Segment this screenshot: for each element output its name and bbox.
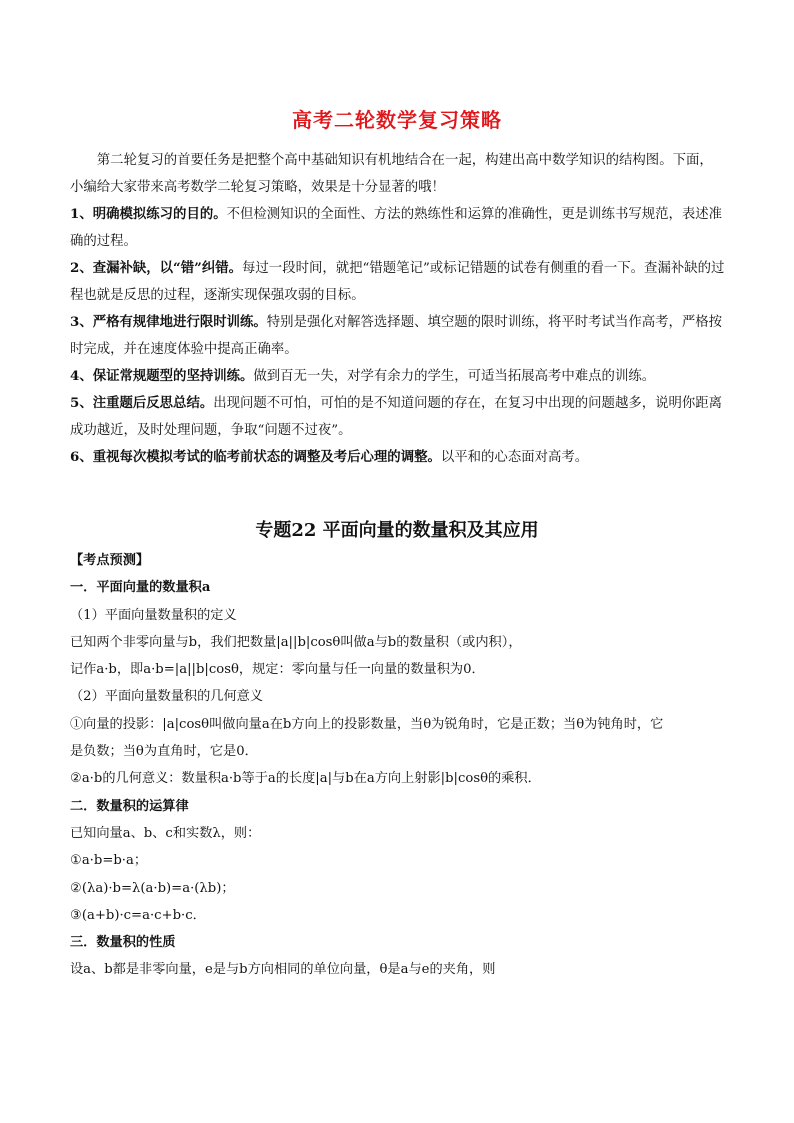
- strategy-head: 5、注重题后反思总结。: [70, 395, 214, 411]
- page-title: 高考二轮数学复习策略: [292, 108, 502, 132]
- content-line: 已知两个非零向量与b，我们把数量|a||b|cosθ叫做a与b的数量积（或内积），: [70, 634, 522, 650]
- strategy-item-3: [70, 309, 725, 363]
- section-title: 专题22 平面向量的数量积及其应用: [255, 520, 539, 541]
- formula-line: ②(λa)·b=λ(a·b)=a·(λb)；: [70, 880, 235, 896]
- strategy-head: 3、严格有规律地进行限时训练。: [70, 314, 267, 330]
- heading-1: 一．平面向量的数量积a: [70, 580, 211, 596]
- strategy-text: 每过一段时间，就把“错题笔记”或标记错题的试卷有侧重的看一下。查漏补缺的过程也就是反思的过程，逐渐实现保强攻弱的目标。: [70, 261, 725, 303]
- section-content: [70, 547, 725, 984]
- content-line: 记作a·b，即a·b=|a||b|cosθ，规定：零向量与任一向量的数量积为0．: [70, 662, 485, 678]
- strategy-text: 特别是强化对解答选择题、填空题的限时训练，将平时考试当作高考，严格按时完成，并在速度体验中提高正确率。: [70, 315, 723, 357]
- formula-line: ③(a+b)·c=a·c+b·c．: [70, 907, 206, 923]
- strategy-item-4: [70, 363, 725, 390]
- strategy-head: 2、查漏补缺，以“错”纠错。: [70, 260, 243, 276]
- strategy-text: 做到百无一失，对学有余力的学生，可适当拓展高考中难点的训练。: [253, 369, 656, 384]
- content-line: 是负数；当θ为直角时，它是0．: [70, 744, 258, 760]
- content-line: 设a、b都是非零向量，e是与b方向相同的单位向量，θ是a与e的夹角，则: [70, 962, 496, 978]
- content-line: ①向量的投影：|a|cosθ叫做向量a在b方向上的投影数量，当θ为锐角时，它是正数；当θ为钝角时，它: [70, 716, 664, 732]
- strategy-list: [70, 201, 725, 471]
- strategy-text: 不但检测知识的全面性、方法的熟练性和运算的准确性，更是训练书写规范，表述准确的过程。: [70, 207, 723, 249]
- formula-line: ①a·b=b·a；: [70, 853, 148, 869]
- strategy-head: 4、保证常规题型的坚持训练。: [70, 368, 254, 384]
- subheading-2: （2）平面向量数量积的几何意义: [70, 689, 264, 705]
- strategy-head: 1、明确模拟练习的目的。: [70, 206, 227, 222]
- strategy-text: 出现问题不可怕，可怕的是不知道问题的存在，在复习中出现的问题越多，说明你距离成功越近，及时处理问题，争取“问题不过夜”。: [70, 396, 723, 438]
- topic-label: 【考点预测】: [70, 553, 150, 568]
- strategy-item-1: [70, 201, 725, 255]
- heading-2: 二．数量积的运算律: [70, 798, 189, 814]
- strategy-item-2: [70, 255, 725, 309]
- strategy-item-6: [70, 444, 725, 471]
- strategy-head: 6、重视每次模拟考试的临考前状态的调整及考后心理的调整。: [70, 449, 441, 465]
- subheading-1: （1）平面向量数量积的定义: [70, 607, 237, 623]
- strategy-text: 以平和的心态面对高考。: [440, 450, 589, 465]
- heading-3: 三．数量积的性质: [70, 935, 176, 951]
- content-line: 已知向量a、b、c和实数λ，则：: [70, 825, 261, 841]
- intro-paragraph: 第二轮复习的首要任务是把整个高中基础知识有机地结合在一起，构建出高中数学知识的结构图。下面，小编给大家带来高考数学二轮复习策略，效果是十分显著的哦！: [70, 153, 713, 195]
- strategy-item-5: [70, 390, 725, 444]
- content-line: ②a·b的几何意义：数量积a·b等于a的长度|a|与b在a方向上射影|b|cosθ的乘积．: [70, 771, 541, 787]
